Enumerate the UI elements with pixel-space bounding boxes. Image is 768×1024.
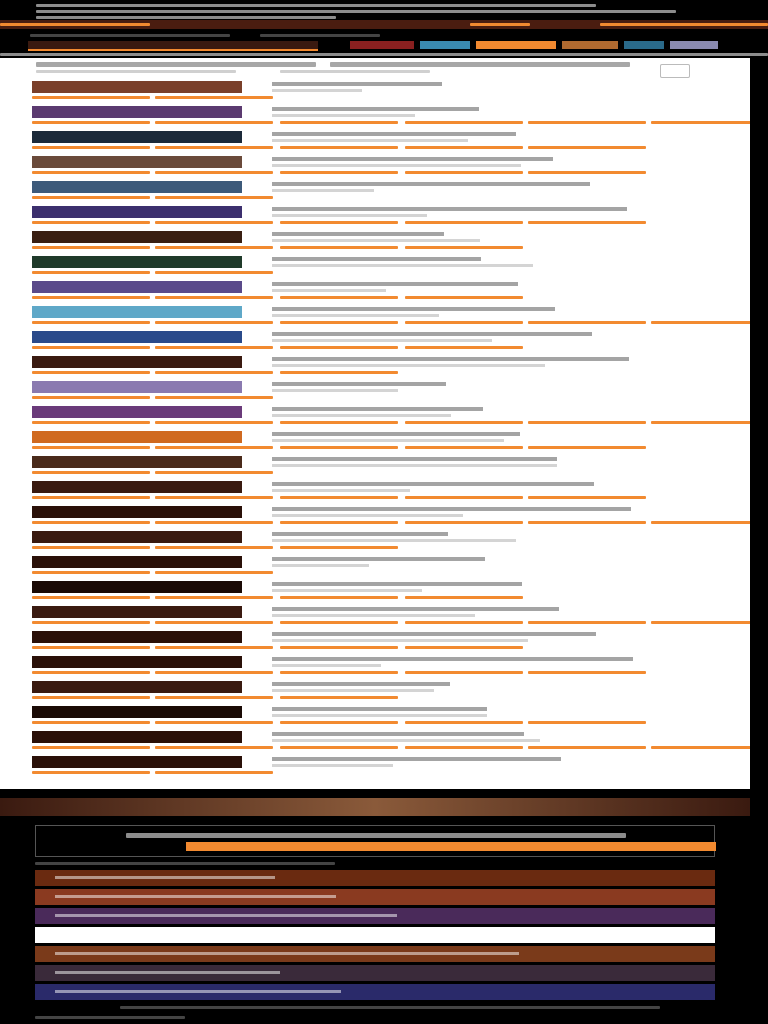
scrollbar[interactable]: [750, 58, 768, 789]
tag-chip[interactable]: [405, 521, 523, 524]
tag-chip[interactable]: [280, 346, 398, 349]
panel-subheading: [36, 70, 236, 73]
list-item[interactable]: [0, 181, 750, 206]
tag-chip[interactable]: [155, 121, 273, 124]
promo-slat-caption: [55, 952, 519, 955]
tag-chip[interactable]: [32, 421, 150, 424]
tag-chip[interactable]: [32, 721, 150, 724]
thumbnail[interactable]: [32, 206, 242, 218]
promo-slat[interactable]: [35, 908, 715, 924]
header-text-line: [36, 10, 676, 13]
item-title[interactable]: [272, 357, 629, 361]
tag-chip[interactable]: [32, 746, 150, 749]
item-title[interactable]: [272, 182, 590, 186]
thumbnail[interactable]: [32, 331, 242, 343]
tag-chip[interactable]: [405, 296, 523, 299]
item-meta: [272, 639, 528, 642]
tag-chip[interactable]: [32, 621, 150, 624]
thumbnail[interactable]: [32, 581, 242, 593]
item-meta: [272, 664, 381, 667]
list-item[interactable]: [0, 331, 750, 356]
filter-control[interactable]: [660, 64, 690, 78]
tag-chip[interactable]: [32, 646, 150, 649]
nav-button[interactable]: [476, 41, 556, 49]
tag-chip[interactable]: [155, 246, 273, 249]
tag-chip[interactable]: [528, 221, 646, 224]
list-item[interactable]: [0, 406, 750, 431]
list-item[interactable]: [0, 306, 750, 331]
header-text-line: [36, 16, 336, 19]
list-item[interactable]: [0, 531, 750, 556]
item-title[interactable]: [272, 532, 448, 536]
tag-chip[interactable]: [155, 596, 273, 599]
thumbnail[interactable]: [32, 631, 242, 643]
promo-slat[interactable]: [35, 984, 715, 1000]
tag-chip[interactable]: [405, 671, 523, 674]
list-item[interactable]: [0, 506, 750, 531]
nav-button[interactable]: [624, 41, 664, 49]
tag-chip[interactable]: [155, 346, 273, 349]
top-header: [0, 0, 768, 58]
promo-footer-line: [120, 1006, 660, 1009]
promo-slat-caption: [55, 971, 280, 974]
promo-slat-caption: [55, 914, 397, 917]
tag-chip[interactable]: [280, 221, 398, 224]
tag-chip[interactable]: [155, 671, 273, 674]
tag-chip[interactable]: [32, 546, 150, 549]
item-title[interactable]: [272, 657, 633, 661]
tag-chip[interactable]: [155, 546, 273, 549]
item-meta: [272, 339, 492, 342]
tag-chip[interactable]: [528, 746, 646, 749]
item-title[interactable]: [272, 432, 520, 436]
list-item[interactable]: [0, 281, 750, 306]
thumbnail[interactable]: [32, 431, 242, 443]
item-title[interactable]: [272, 632, 596, 636]
tag-chip[interactable]: [280, 546, 398, 549]
tag-chip[interactable]: [155, 321, 273, 324]
tag-chip[interactable]: [280, 596, 398, 599]
list-item[interactable]: [0, 456, 750, 481]
item-meta: [272, 714, 487, 717]
promo-slat-caption: [55, 895, 336, 898]
thumbnail[interactable]: [32, 156, 242, 168]
tag-chip[interactable]: [405, 246, 523, 249]
tag-chip[interactable]: [528, 671, 646, 674]
thumbnail[interactable]: [32, 656, 242, 668]
item-title[interactable]: [272, 157, 553, 161]
header-text-line: [260, 34, 380, 37]
item-title[interactable]: [272, 107, 479, 111]
tag-chip[interactable]: [155, 621, 273, 624]
thumbnail[interactable]: [32, 106, 242, 118]
item-title[interactable]: [272, 407, 483, 411]
header-band-strip: [600, 23, 768, 26]
tag-chip[interactable]: [528, 171, 646, 174]
tag-chip[interactable]: [155, 271, 273, 274]
tag-chip[interactable]: [528, 496, 646, 499]
list-item[interactable]: [0, 131, 750, 156]
tag-chip[interactable]: [280, 446, 398, 449]
tag-chip[interactable]: [405, 171, 523, 174]
list-item[interactable]: [0, 206, 750, 231]
list-item[interactable]: [0, 431, 750, 456]
item-title[interactable]: [272, 457, 557, 461]
item-title[interactable]: [272, 382, 446, 386]
tag-chip[interactable]: [280, 696, 398, 699]
tag-chip[interactable]: [528, 121, 646, 124]
promo-slat[interactable]: [35, 965, 715, 981]
item-meta: [272, 614, 475, 617]
list-item[interactable]: [0, 356, 750, 381]
item-meta: [272, 214, 427, 217]
item-title[interactable]: [272, 732, 524, 736]
promo-slat[interactable]: [35, 889, 715, 905]
header-text-line: [30, 34, 230, 37]
item-meta: [272, 239, 480, 242]
thumbnail[interactable]: [32, 556, 242, 568]
tag-chip[interactable]: [32, 571, 150, 574]
header-band-strip: [0, 23, 150, 26]
tag-chip[interactable]: [32, 146, 150, 149]
tag-chip[interactable]: [32, 771, 150, 774]
promo-caption: [35, 862, 335, 865]
thumbnail[interactable]: [32, 506, 242, 518]
tag-chip[interactable]: [405, 646, 523, 649]
nav-button[interactable]: [420, 41, 470, 49]
promo-slat-caption: [55, 876, 275, 879]
thumbnail[interactable]: [32, 281, 242, 293]
thumbnail[interactable]: [32, 131, 242, 143]
tag-chip[interactable]: [155, 746, 273, 749]
tag-chip[interactable]: [280, 296, 398, 299]
tag-chip[interactable]: [32, 371, 150, 374]
thumbnail[interactable]: [32, 531, 242, 543]
tag-chip[interactable]: [280, 171, 398, 174]
tag-chip[interactable]: [155, 421, 273, 424]
item-title[interactable]: [272, 482, 594, 486]
list-item[interactable]: [0, 106, 750, 131]
promo-header-box: [35, 825, 715, 857]
listing-panel: [0, 58, 750, 789]
tag-chip[interactable]: [280, 671, 398, 674]
panel-heading: [330, 62, 630, 67]
item-title[interactable]: [272, 507, 631, 511]
tag-chip[interactable]: [32, 496, 150, 499]
tag-chip[interactable]: [405, 496, 523, 499]
tag-chip[interactable]: [405, 221, 523, 224]
tag-chip[interactable]: [280, 146, 398, 149]
item-title[interactable]: [272, 257, 481, 261]
nav-button[interactable]: [670, 41, 718, 49]
tag-chip[interactable]: [32, 671, 150, 674]
tag-chip[interactable]: [32, 596, 150, 599]
item-title[interactable]: [272, 132, 516, 136]
tag-chip[interactable]: [280, 721, 398, 724]
item-meta: [272, 764, 393, 767]
tag-chip[interactable]: [280, 421, 398, 424]
tag-chip[interactable]: [155, 646, 273, 649]
tag-chip[interactable]: [32, 521, 150, 524]
list-item[interactable]: [0, 481, 750, 506]
tag-chip[interactable]: [280, 246, 398, 249]
tag-chip[interactable]: [405, 346, 523, 349]
tag-chip[interactable]: [528, 321, 646, 324]
thumbnail[interactable]: [32, 706, 242, 718]
item-title[interactable]: [272, 582, 522, 586]
list-item[interactable]: [0, 731, 750, 756]
nav-logo[interactable]: [28, 41, 318, 51]
item-meta: [272, 689, 434, 692]
header-text-line: [36, 4, 596, 7]
tag-chip[interactable]: [32, 271, 150, 274]
tag-chip[interactable]: [405, 421, 523, 424]
item-meta: [272, 489, 410, 492]
item-meta: [272, 389, 398, 392]
item-title[interactable]: [272, 282, 518, 286]
item-meta: [272, 539, 516, 542]
tag-chip[interactable]: [405, 596, 523, 599]
item-meta: [272, 739, 540, 742]
tag-chip[interactable]: [155, 521, 273, 524]
tag-chip[interactable]: [528, 621, 646, 624]
tag-chip[interactable]: [280, 646, 398, 649]
tag-chip[interactable]: [280, 371, 398, 374]
thumbnail[interactable]: [32, 606, 242, 618]
tag-chip[interactable]: [155, 446, 273, 449]
list-item[interactable]: [0, 706, 750, 731]
promo-slat[interactable]: [35, 927, 715, 943]
tag-chip[interactable]: [280, 521, 398, 524]
list-item[interactable]: [0, 756, 750, 781]
list-item[interactable]: [0, 606, 750, 631]
item-meta: [272, 589, 422, 592]
item-meta: [272, 89, 362, 92]
tag-chip[interactable]: [405, 121, 523, 124]
list-item[interactable]: [0, 231, 750, 256]
item-title[interactable]: [272, 557, 485, 561]
promo-header-line: [126, 833, 626, 838]
item-title[interactable]: [272, 607, 559, 611]
thumbnail[interactable]: [32, 356, 242, 368]
tag-chip[interactable]: [155, 221, 273, 224]
list-item[interactable]: [0, 556, 750, 581]
item-title[interactable]: [272, 307, 555, 311]
promo-banner-strip: [0, 798, 750, 816]
tag-chip[interactable]: [32, 321, 150, 324]
item-meta: [272, 514, 463, 517]
promo-slat-caption: [55, 990, 341, 993]
thumbnail[interactable]: [32, 381, 242, 393]
item-title[interactable]: [272, 207, 627, 211]
tag-chip[interactable]: [405, 146, 523, 149]
panel-subheading: [280, 70, 430, 73]
item-title[interactable]: [272, 707, 487, 711]
thumbnail[interactable]: [32, 756, 242, 768]
tag-chip[interactable]: [155, 96, 273, 99]
list-item[interactable]: [0, 156, 750, 181]
promo-footer-line: [35, 1016, 185, 1019]
nav-button[interactable]: [350, 41, 414, 49]
thumbnail[interactable]: [32, 731, 242, 743]
list-item[interactable]: [0, 656, 750, 681]
thumbnail[interactable]: [32, 306, 242, 318]
tag-chip[interactable]: [32, 246, 150, 249]
tag-chip[interactable]: [528, 446, 646, 449]
item-meta: [272, 439, 504, 442]
header-text-line: [0, 53, 768, 56]
tag-chip[interactable]: [155, 146, 273, 149]
tag-chip[interactable]: [32, 121, 150, 124]
tag-chip[interactable]: [32, 471, 150, 474]
tag-chip[interactable]: [155, 371, 273, 374]
list-item[interactable]: [0, 256, 750, 281]
list-item[interactable]: [0, 381, 750, 406]
tag-chip[interactable]: [528, 521, 646, 524]
item-title[interactable]: [272, 232, 444, 236]
item-title[interactable]: [272, 757, 561, 761]
header-band-strip: [470, 23, 530, 26]
item-meta: [272, 289, 386, 292]
item-meta: [272, 464, 557, 467]
tag-chip[interactable]: [280, 496, 398, 499]
tag-chip[interactable]: [32, 696, 150, 699]
thumbnail[interactable]: [32, 181, 242, 193]
item-meta: [272, 414, 451, 417]
tag-chip[interactable]: [32, 171, 150, 174]
tag-chip[interactable]: [32, 221, 150, 224]
header-band: [0, 20, 768, 29]
item-meta: [272, 164, 521, 167]
thumbnail[interactable]: [32, 231, 242, 243]
tag-chip[interactable]: [155, 696, 273, 699]
tag-chip[interactable]: [280, 121, 398, 124]
tag-chip[interactable]: [405, 321, 523, 324]
tag-chip[interactable]: [405, 621, 523, 624]
thumbnail[interactable]: [32, 681, 242, 693]
tag-chip[interactable]: [155, 571, 273, 574]
tag-chip[interactable]: [32, 196, 150, 199]
tag-chip[interactable]: [32, 296, 150, 299]
tag-chip[interactable]: [155, 196, 273, 199]
item-title[interactable]: [272, 82, 442, 86]
tag-chip[interactable]: [280, 321, 398, 324]
tag-chip[interactable]: [405, 746, 523, 749]
item-title[interactable]: [272, 332, 592, 336]
tag-chip[interactable]: [155, 496, 273, 499]
item-meta: [272, 564, 369, 567]
tag-chip[interactable]: [32, 96, 150, 99]
item-meta: [272, 314, 439, 317]
promo-area: [0, 792, 768, 1024]
promo-cta-button[interactable]: [186, 842, 716, 851]
list-item[interactable]: [0, 581, 750, 606]
panel-heading: [36, 62, 316, 67]
tag-chip[interactable]: [155, 721, 273, 724]
item-meta: [272, 364, 545, 367]
thumbnail[interactable]: [32, 406, 242, 418]
nav-button[interactable]: [562, 41, 618, 49]
tag-chip[interactable]: [155, 771, 273, 774]
tag-chip[interactable]: [155, 396, 273, 399]
list-item[interactable]: [0, 681, 750, 706]
thumbnail[interactable]: [32, 481, 242, 493]
tag-chip[interactable]: [405, 446, 523, 449]
list-item[interactable]: [0, 631, 750, 656]
tag-chip[interactable]: [280, 621, 398, 624]
item-meta: [272, 139, 468, 142]
tag-chip[interactable]: [280, 746, 398, 749]
promo-slat[interactable]: [35, 870, 715, 886]
tag-chip[interactable]: [528, 721, 646, 724]
thumbnail[interactable]: [32, 456, 242, 468]
tag-chip[interactable]: [32, 446, 150, 449]
thumbnail[interactable]: [32, 81, 242, 93]
promo-slat[interactable]: [35, 946, 715, 962]
item-meta: [272, 189, 374, 192]
tag-chip[interactable]: [155, 296, 273, 299]
promo-slat-caption: [55, 933, 458, 936]
tag-chip[interactable]: [528, 146, 646, 149]
item-meta: [272, 264, 533, 267]
thumbnail[interactable]: [32, 256, 242, 268]
item-title[interactable]: [272, 682, 450, 686]
tag-chip[interactable]: [32, 346, 150, 349]
tag-chip[interactable]: [155, 471, 273, 474]
tag-chip[interactable]: [155, 171, 273, 174]
tag-chip[interactable]: [405, 721, 523, 724]
list-item[interactable]: [0, 81, 750, 106]
tag-chip[interactable]: [32, 396, 150, 399]
item-meta: [272, 114, 415, 117]
tag-chip[interactable]: [528, 421, 646, 424]
